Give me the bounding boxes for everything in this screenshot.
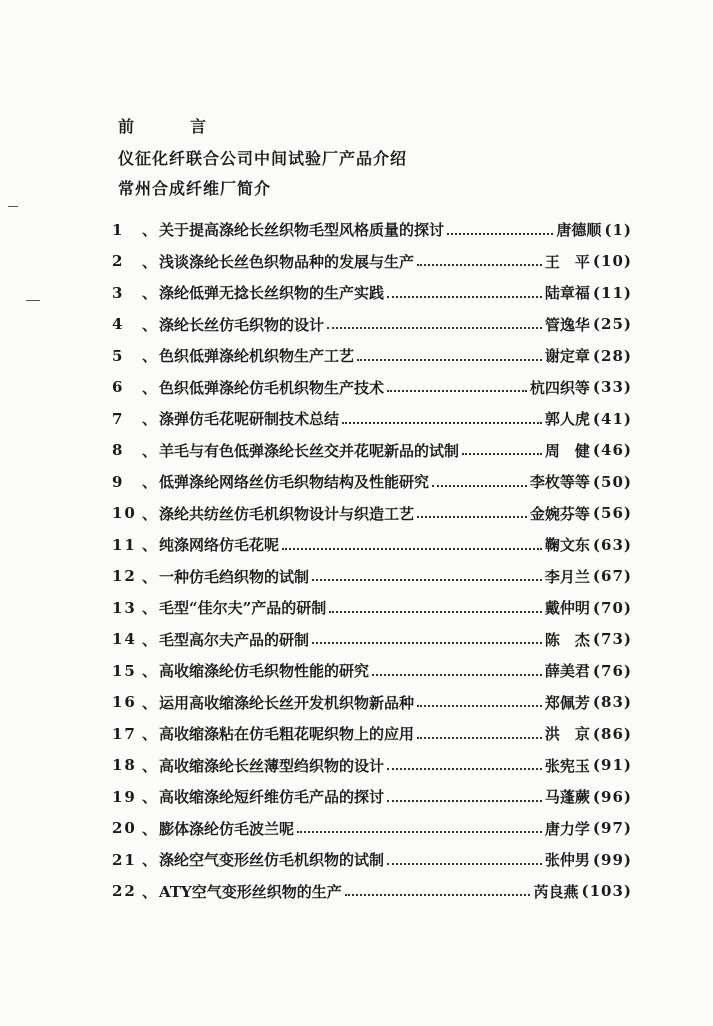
dot-leader: [417, 264, 542, 266]
entry-page: (1): [604, 220, 632, 239]
entry-author: 马蓬蕨: [544, 788, 590, 807]
dot-leader: [327, 327, 542, 329]
entry-author: 陈 杰: [544, 630, 590, 649]
entry-title: 涤纶空气变形丝仿毛机织物的试制: [159, 851, 385, 870]
entry-page: (33): [592, 378, 632, 397]
entry-title: 涤纶低弹无捻长丝织物的生产实践: [159, 284, 385, 303]
entry-title: 膨体涤纶仿毛波兰呢: [159, 819, 295, 838]
entry-number: 4: [112, 315, 125, 334]
entry-number: 18: [112, 756, 137, 775]
entry-number: 8: [112, 441, 125, 460]
entry-separator: 、: [142, 599, 158, 618]
entry-title: 色织低弹涤纶机织物生产工艺: [159, 347, 355, 366]
entry-number: 12: [112, 567, 137, 586]
toc-entry: [112, 214, 632, 246]
entry-title: 涤纶共纺丝仿毛机织物设计与织造工艺: [159, 504, 415, 523]
entry-title: 高收缩涤粘在仿毛粗花呢织物上的应用: [159, 725, 415, 744]
dot-leader: [417, 737, 542, 739]
entry-number: 17: [112, 724, 137, 743]
entry-separator: 、: [142, 536, 158, 555]
toc-entry: [112, 718, 632, 750]
entry-author: 谢定章: [544, 347, 590, 366]
entry-separator: 、: [142, 756, 158, 775]
entry-number: 21: [112, 850, 137, 869]
entry-separator: 、: [142, 315, 158, 334]
entry-author: 张宪玉: [544, 756, 590, 775]
dot-leader: [282, 548, 542, 550]
entry-number: 10: [112, 504, 137, 523]
entry-author: 李枚等等: [529, 473, 590, 492]
entry-page: (63): [592, 535, 632, 554]
entry-separator: 、: [142, 473, 158, 492]
toc-entry: [112, 687, 632, 719]
entry-number: 7: [112, 409, 125, 428]
entry-page: (41): [592, 409, 632, 428]
dot-leader: [357, 359, 542, 361]
entry-number: 16: [112, 693, 137, 712]
dot-leader: [417, 705, 542, 707]
entry-separator: 、: [142, 630, 158, 649]
entry-author: 金婉芬等: [529, 504, 590, 523]
entry-author: 芮良燕: [533, 882, 579, 901]
company-intro-heading: 仪征化纤联合公司中间试验厂产品介绍: [118, 149, 408, 168]
preface-heading: 前 言: [118, 117, 215, 136]
dot-leader: [387, 296, 542, 298]
entry-page: (70): [592, 598, 632, 617]
toc-entry: [112, 529, 632, 561]
entry-number: 9: [112, 472, 125, 491]
entry-author: 李月兰: [544, 567, 590, 586]
entry-title: 低弹涤纶网络丝仿毛织物结构及性能研究: [159, 473, 430, 492]
entry-title: 浅谈涤纶长丝色织物品种的发展与生产: [159, 252, 415, 271]
entry-number: 14: [112, 630, 137, 649]
toc-entry: [112, 372, 632, 404]
toc-entry: [112, 277, 632, 309]
entry-page: (96): [592, 787, 632, 806]
toc-entry: [112, 655, 632, 687]
toc-entry: [112, 876, 632, 908]
entry-title: 高收缩涤纶短纤维仿毛产品的探讨: [159, 788, 385, 807]
entry-author: 郭人虎: [544, 410, 590, 429]
dot-leader: [387, 390, 527, 392]
entry-page: (86): [592, 724, 632, 743]
entry-separator: 、: [142, 347, 158, 366]
dot-leader: [387, 800, 542, 802]
scan-mark: [26, 300, 40, 301]
entry-number: 15: [112, 661, 137, 680]
entry-separator: 、: [142, 882, 158, 901]
entry-author: 唐力学: [544, 819, 590, 838]
entry-title: 运用高收缩涤纶长丝开发机织物新品种: [159, 693, 415, 712]
entry-title: 毛型高尔夫产品的研制: [159, 630, 310, 649]
entry-page: (46): [592, 441, 632, 460]
entry-page: (10): [592, 252, 632, 271]
dot-leader: [417, 516, 527, 518]
entry-page: (67): [592, 567, 632, 586]
dot-leader: [312, 579, 542, 581]
toc-entry: [112, 246, 632, 278]
entry-page: (50): [592, 472, 632, 491]
dot-leader: [447, 233, 553, 235]
toc-entry: [112, 592, 632, 624]
entry-number: 19: [112, 787, 137, 806]
dot-leader: [387, 768, 542, 770]
entry-page: (73): [592, 630, 632, 649]
entry-author: 戴仲明: [544, 599, 590, 618]
entry-separator: 、: [142, 788, 158, 807]
toc-entry: [112, 781, 632, 813]
toc-entry: [112, 624, 632, 656]
dot-leader: [329, 611, 542, 613]
entry-title: 毛型“佳尔夫”产品的研制: [159, 599, 327, 618]
entry-title: 高收缩涤纶仿毛织物性能的研究: [159, 662, 370, 681]
entry-page: (11): [592, 283, 632, 302]
dot-leader: [345, 894, 531, 896]
entry-page: (56): [592, 504, 632, 523]
entry-separator: 、: [142, 725, 158, 744]
entry-author: 张仲男: [544, 851, 590, 870]
entry-number: 22: [112, 882, 137, 901]
toc-entry: [112, 309, 632, 341]
entry-page: (99): [592, 850, 632, 869]
dot-leader: [312, 642, 542, 644]
entry-author: 鞠文东: [544, 536, 590, 555]
entry-title: 涤纶长丝仿毛织物的设计: [159, 315, 325, 334]
entry-separator: 、: [142, 819, 158, 838]
entry-title: 纯涤网络仿毛花呢: [159, 536, 280, 555]
entry-number: 6: [112, 378, 125, 397]
entry-page: (103): [581, 882, 632, 901]
entry-separator: 、: [142, 410, 158, 429]
entry-page: (91): [592, 756, 632, 775]
entry-author: 薛美君: [544, 662, 590, 681]
entry-separator: 、: [142, 378, 158, 397]
entry-title: 一种仿毛绉织物的试制: [159, 567, 310, 586]
entry-title: ATY空气变形丝织物的生产: [159, 882, 342, 901]
entry-title: 关于提高涤纶长丝织物毛型风格质量的探讨: [159, 221, 445, 240]
toc-entry: [112, 340, 632, 372]
entry-number: 13: [112, 598, 137, 617]
dot-leader: [297, 831, 542, 833]
entry-separator: 、: [142, 851, 158, 870]
entry-author: 王 平: [544, 252, 590, 271]
entry-title: 涤弹仿毛花呢研制技术总结: [159, 410, 340, 429]
entry-author: 陆章福: [544, 284, 590, 303]
toc-entry: [112, 750, 632, 782]
entry-number: 2: [112, 252, 125, 271]
dot-leader: [342, 422, 542, 424]
toc-entry: [112, 844, 632, 876]
entry-author: 唐德顺: [556, 221, 602, 240]
entry-page: (28): [592, 346, 632, 365]
entry-separator: 、: [142, 441, 158, 460]
scan-mark: [8, 206, 18, 207]
factory-intro-heading: 常州合成纤维厂简介: [118, 179, 272, 198]
dot-leader: [462, 453, 542, 455]
toc-entry: [112, 435, 632, 467]
entry-separator: 、: [142, 221, 158, 240]
dot-leader: [432, 485, 527, 487]
toc-entry: [112, 403, 632, 435]
entry-separator: 、: [142, 662, 158, 681]
entry-separator: 、: [142, 567, 158, 586]
entry-separator: 、: [142, 284, 158, 303]
entry-author: 管逸华: [544, 315, 590, 334]
entry-number: 3: [112, 283, 125, 302]
toc-entry: [112, 466, 632, 498]
entry-title: 高收缩涤纶长丝薄型绉织物的设计: [159, 756, 385, 775]
toc-entry: [112, 813, 632, 845]
toc-entry: [112, 498, 632, 530]
dot-leader: [387, 863, 542, 865]
entry-separator: 、: [142, 504, 158, 523]
entry-separator: 、: [142, 252, 158, 271]
toc-entry: [112, 561, 632, 593]
entry-separator: 、: [142, 693, 158, 712]
entry-author: 周 健: [544, 441, 590, 460]
entry-page: (97): [592, 819, 632, 838]
entry-author: 洪 京: [544, 725, 590, 744]
entry-author: 杭四织等: [529, 378, 590, 397]
entry-title: 羊毛与有色低弹涤纶长丝交并花呢新品的试制: [159, 441, 460, 460]
entry-number: 1: [112, 220, 125, 239]
entry-number: 20: [112, 819, 137, 838]
table-of-contents: [112, 214, 632, 907]
entry-page: (83): [592, 693, 632, 712]
entry-author: 郑佩芳: [544, 693, 590, 712]
entry-page: (25): [592, 315, 632, 334]
dot-leader: [372, 674, 542, 676]
entry-number: 5: [112, 346, 125, 365]
entry-number: 11: [112, 535, 137, 554]
entry-page: (76): [592, 661, 632, 680]
entry-title: 色织低弹涤纶仿毛机织物生产技术: [159, 378, 385, 397]
